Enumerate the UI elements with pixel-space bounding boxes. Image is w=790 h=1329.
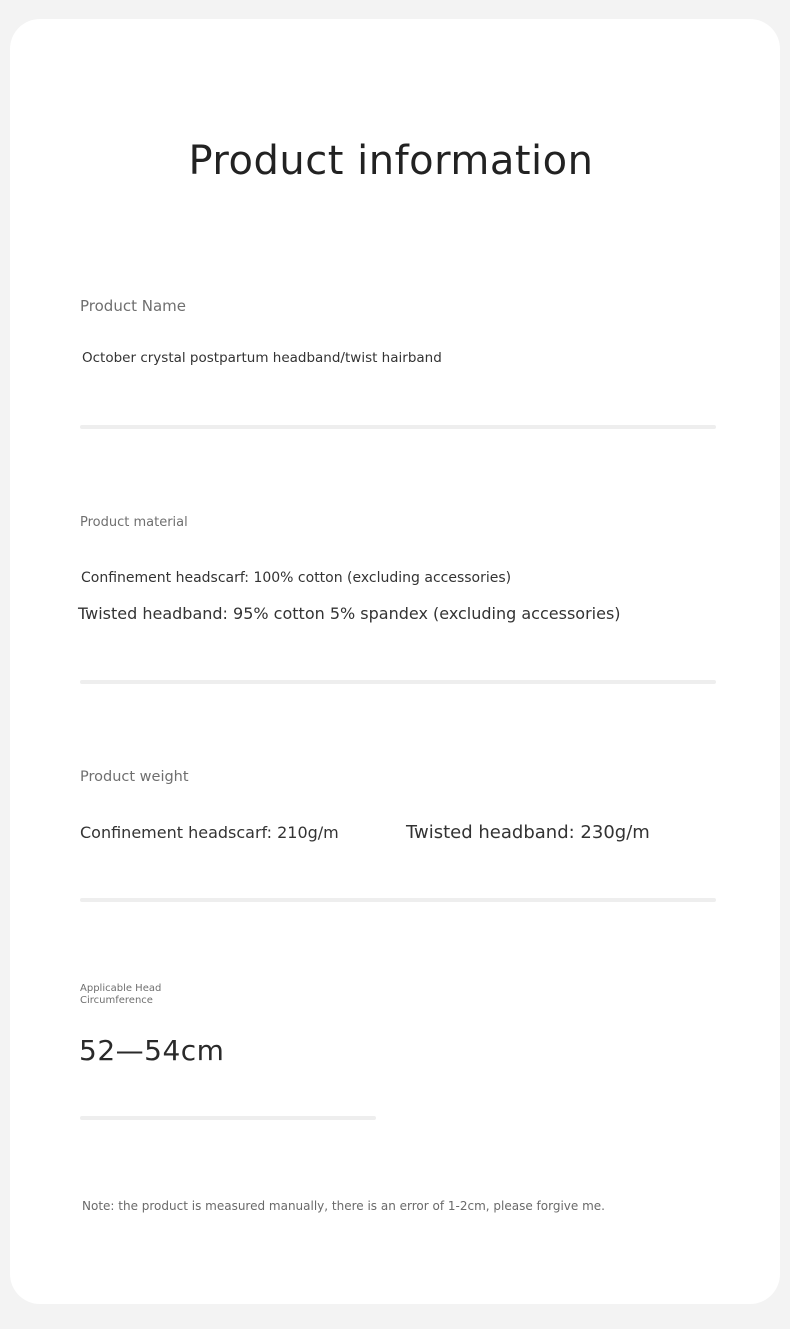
head-circumference-label xyxy=(80,983,161,1007)
page-title: Product information xyxy=(188,138,594,184)
product-weight-headband: Twisted headband: 230g/m xyxy=(406,822,650,843)
divider xyxy=(80,680,716,684)
divider xyxy=(80,898,716,902)
product-name-value: October crystal postpartum headband/twist hairband xyxy=(82,350,442,366)
product-weight-headscarf: Confinement headscarf: 210g/m xyxy=(80,823,339,842)
product-weight-label: Product weight xyxy=(80,769,189,785)
info-card xyxy=(10,19,780,1304)
divider xyxy=(80,1116,376,1120)
divider xyxy=(80,425,716,429)
product-material-label: Product material xyxy=(80,515,188,530)
head-circumference-label-line-1: Applicable Head xyxy=(80,983,162,994)
head-circumference-value: 52—54cm xyxy=(79,1034,225,1067)
head-circumference-label-line-2: Circumference xyxy=(80,995,153,1006)
measurement-note: Note: the product is measured manually, there is an error of 1-2cm, please forgive me. xyxy=(82,1199,605,1213)
product-material-line-1: Confinement headscarf: 100% cotton (excluding accessories) xyxy=(81,570,512,586)
product-name-label: Product Name xyxy=(80,297,186,315)
product-material-line-2: Twisted headband: 95% cotton 5% spandex (excluding accessories) xyxy=(78,604,621,623)
